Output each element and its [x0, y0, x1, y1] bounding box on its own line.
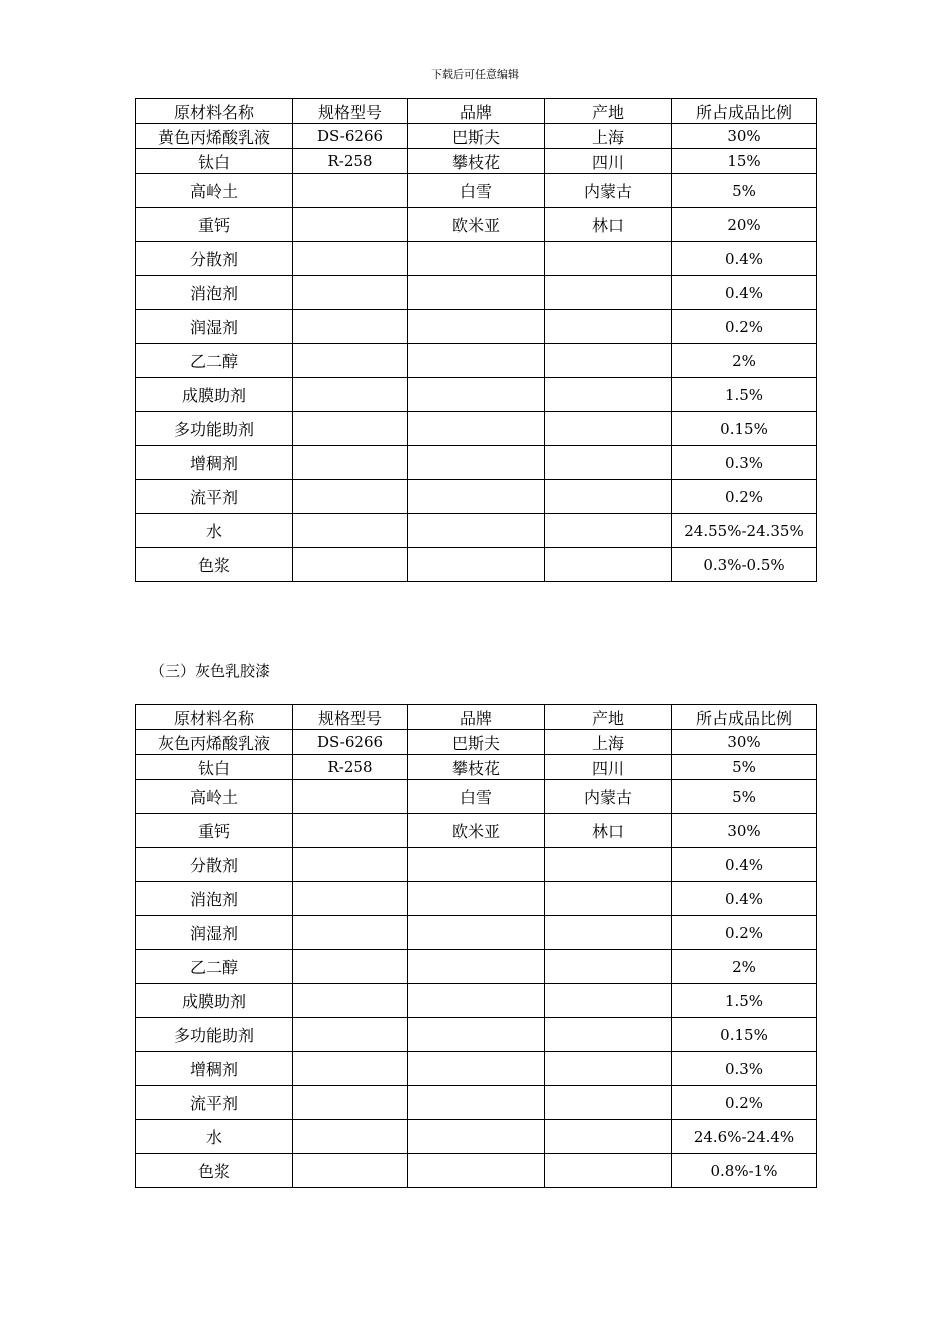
cell-spec-model [293, 1018, 408, 1052]
cell-ratio: 0.2% [672, 1086, 817, 1120]
table-row [136, 124, 817, 149]
table-1-body [136, 99, 817, 582]
cell-brand [408, 378, 545, 412]
cell-material-name: 多功能助剂 [136, 412, 293, 446]
cell-spec-model [293, 1154, 408, 1188]
cell-ratio: 0.15% [672, 1018, 817, 1052]
table-row [136, 1086, 817, 1120]
cell-material-name: 黄色丙烯酸乳液 [136, 124, 293, 149]
table-row [136, 984, 817, 1018]
cell-spec-model [293, 480, 408, 514]
cell-ratio: 1.5% [672, 378, 817, 412]
cell-spec-model [293, 780, 408, 814]
column-header-brand: 品牌 [408, 99, 545, 124]
column-header-material-name: 原材料名称 [136, 99, 293, 124]
cell-brand [408, 514, 545, 548]
header-note: 下载后可任意编辑 [431, 68, 519, 81]
cell-material-name: 乙二醇 [136, 950, 293, 984]
column-header-origin: 产地 [545, 99, 672, 124]
cell-ratio: 20% [672, 208, 817, 242]
cell-brand [408, 446, 545, 480]
cell-spec-model [293, 242, 408, 276]
cell-material-name: 重钙 [136, 814, 293, 848]
cell-ratio: 0.2% [672, 916, 817, 950]
cell-origin [545, 950, 672, 984]
cell-brand: 欧米亚 [408, 208, 545, 242]
cell-brand [408, 1120, 545, 1154]
cell-material-name: 消泡剂 [136, 276, 293, 310]
cell-ratio: 0.2% [672, 310, 817, 344]
cell-ratio: 15% [672, 149, 817, 174]
cell-brand [408, 848, 545, 882]
cell-material-name: 色浆 [136, 1154, 293, 1188]
cell-origin [545, 548, 672, 582]
cell-origin [545, 1086, 672, 1120]
table-row [136, 916, 817, 950]
cell-spec-model [293, 1120, 408, 1154]
table-row [136, 208, 817, 242]
column-header-brand: 品牌 [408, 705, 545, 730]
cell-material-name: 润湿剂 [136, 916, 293, 950]
cell-origin [545, 1052, 672, 1086]
cell-origin [545, 480, 672, 514]
table-row [136, 950, 817, 984]
cell-ratio: 24.6%-24.4% [672, 1120, 817, 1154]
cell-brand: 巴斯夫 [408, 124, 545, 149]
cell-spec-model [293, 412, 408, 446]
column-header-ratio: 所占成品比例 [672, 705, 817, 730]
cell-brand [408, 548, 545, 582]
cell-spec-model [293, 514, 408, 548]
materials-table-1 [135, 98, 817, 582]
cell-material-name: 成膜助剂 [136, 378, 293, 412]
cell-material-name: 多功能助剂 [136, 1018, 293, 1052]
cell-spec-model [293, 916, 408, 950]
cell-spec-model [293, 1086, 408, 1120]
cell-spec-model [293, 310, 408, 344]
cell-brand: 白雪 [408, 780, 545, 814]
cell-spec-model: DS-6266 [293, 124, 408, 149]
cell-brand [408, 242, 545, 276]
cell-brand [408, 1052, 545, 1086]
table-row [136, 446, 817, 480]
table-row [136, 174, 817, 208]
cell-brand [408, 310, 545, 344]
table-row [136, 780, 817, 814]
table-row [136, 814, 817, 848]
cell-brand [408, 1018, 545, 1052]
table-row [136, 730, 817, 755]
cell-ratio: 24.55%-24.35% [672, 514, 817, 548]
cell-origin: 林口 [545, 814, 672, 848]
table-row [136, 276, 817, 310]
cell-brand [408, 950, 545, 984]
table-header-row [136, 705, 817, 730]
cell-material-name: 消泡剂 [136, 882, 293, 916]
cell-spec-model [293, 814, 408, 848]
cell-ratio: 0.4% [672, 276, 817, 310]
cell-brand [408, 480, 545, 514]
cell-spec-model [293, 446, 408, 480]
cell-origin [545, 412, 672, 446]
cell-material-name: 流平剂 [136, 1086, 293, 1120]
cell-brand [408, 984, 545, 1018]
cell-brand: 攀枝花 [408, 755, 545, 780]
cell-ratio: 30% [672, 814, 817, 848]
cell-material-name: 色浆 [136, 548, 293, 582]
table-row [136, 378, 817, 412]
cell-spec-model [293, 378, 408, 412]
table-row [136, 548, 817, 582]
cell-spec-model [293, 848, 408, 882]
cell-origin [545, 446, 672, 480]
cell-material-name: 高岭土 [136, 780, 293, 814]
cell-brand: 白雪 [408, 174, 545, 208]
cell-spec-model: R-258 [293, 149, 408, 174]
cell-ratio: 30% [672, 730, 817, 755]
cell-material-name: 水 [136, 514, 293, 548]
table-row [136, 344, 817, 378]
cell-spec-model [293, 548, 408, 582]
table-row [136, 480, 817, 514]
table-row [136, 755, 817, 780]
cell-spec-model [293, 984, 408, 1018]
column-header-origin: 产地 [545, 705, 672, 730]
cell-spec-model: DS-6266 [293, 730, 408, 755]
cell-spec-model [293, 174, 408, 208]
cell-material-name: 高岭土 [136, 174, 293, 208]
table-header-row [136, 99, 817, 124]
cell-origin: 四川 [545, 149, 672, 174]
cell-brand [408, 412, 545, 446]
cell-ratio: 5% [672, 780, 817, 814]
section-title: （三）灰色乳胶漆 [150, 662, 271, 680]
cell-material-name: 增稠剂 [136, 1052, 293, 1086]
cell-origin: 上海 [545, 124, 672, 149]
cell-material-name: 分散剂 [136, 848, 293, 882]
cell-material-name: 灰色丙烯酸乳液 [136, 730, 293, 755]
cell-origin [545, 514, 672, 548]
cell-spec-model: R-258 [293, 755, 408, 780]
cell-origin: 内蒙古 [545, 780, 672, 814]
cell-brand [408, 344, 545, 378]
cell-origin: 内蒙古 [545, 174, 672, 208]
cell-spec-model [293, 882, 408, 916]
cell-origin [545, 378, 672, 412]
cell-origin: 上海 [545, 730, 672, 755]
cell-spec-model [293, 276, 408, 310]
cell-ratio: 1.5% [672, 984, 817, 1018]
cell-material-name: 分散剂 [136, 242, 293, 276]
cell-origin [545, 310, 672, 344]
cell-ratio: 0.15% [672, 412, 817, 446]
table-row [136, 1018, 817, 1052]
table-row [136, 882, 817, 916]
cell-ratio: 30% [672, 124, 817, 149]
cell-origin [545, 882, 672, 916]
cell-ratio: 5% [672, 174, 817, 208]
column-header-ratio: 所占成品比例 [672, 99, 817, 124]
cell-ratio: 0.3% [672, 1052, 817, 1086]
cell-ratio: 2% [672, 344, 817, 378]
table-row [136, 1052, 817, 1086]
cell-ratio: 0.8%-1% [672, 1154, 817, 1188]
cell-brand [408, 882, 545, 916]
cell-ratio: 0.4% [672, 882, 817, 916]
cell-material-name: 流平剂 [136, 480, 293, 514]
cell-origin [545, 1018, 672, 1052]
cell-origin [545, 984, 672, 1018]
cell-ratio: 0.4% [672, 848, 817, 882]
column-header-spec-model: 规格型号 [293, 705, 408, 730]
table-row [136, 1120, 817, 1154]
table-row [136, 310, 817, 344]
cell-material-name: 成膜助剂 [136, 984, 293, 1018]
cell-brand: 巴斯夫 [408, 730, 545, 755]
table-2-body [136, 705, 817, 1188]
cell-material-name: 乙二醇 [136, 344, 293, 378]
cell-ratio: 0.3%-0.5% [672, 548, 817, 582]
cell-ratio: 2% [672, 950, 817, 984]
cell-origin [545, 1154, 672, 1188]
table-row [136, 1154, 817, 1188]
table-row [136, 149, 817, 174]
cell-spec-model [293, 344, 408, 378]
cell-ratio: 0.2% [672, 480, 817, 514]
cell-spec-model [293, 1052, 408, 1086]
cell-material-name: 水 [136, 1120, 293, 1154]
cell-origin [545, 344, 672, 378]
cell-brand: 攀枝花 [408, 149, 545, 174]
table-row [136, 242, 817, 276]
cell-material-name: 钛白 [136, 755, 293, 780]
cell-origin: 林口 [545, 208, 672, 242]
cell-origin [545, 916, 672, 950]
cell-brand [408, 916, 545, 950]
cell-spec-model [293, 950, 408, 984]
materials-table-2 [135, 704, 817, 1188]
cell-origin [545, 848, 672, 882]
cell-ratio: 0.3% [672, 446, 817, 480]
cell-origin: 四川 [545, 755, 672, 780]
cell-origin [545, 242, 672, 276]
cell-ratio: 5% [672, 755, 817, 780]
cell-brand [408, 1154, 545, 1188]
cell-brand: 欧米亚 [408, 814, 545, 848]
column-header-spec-model: 规格型号 [293, 99, 408, 124]
cell-brand [408, 1086, 545, 1120]
cell-ratio: 0.4% [672, 242, 817, 276]
column-header-material-name: 原材料名称 [136, 705, 293, 730]
cell-origin [545, 276, 672, 310]
table-row [136, 848, 817, 882]
table-row [136, 412, 817, 446]
cell-material-name: 润湿剂 [136, 310, 293, 344]
cell-brand [408, 276, 545, 310]
table-row [136, 514, 817, 548]
cell-material-name: 增稠剂 [136, 446, 293, 480]
cell-material-name: 钛白 [136, 149, 293, 174]
cell-material-name: 重钙 [136, 208, 293, 242]
cell-spec-model [293, 208, 408, 242]
cell-origin [545, 1120, 672, 1154]
